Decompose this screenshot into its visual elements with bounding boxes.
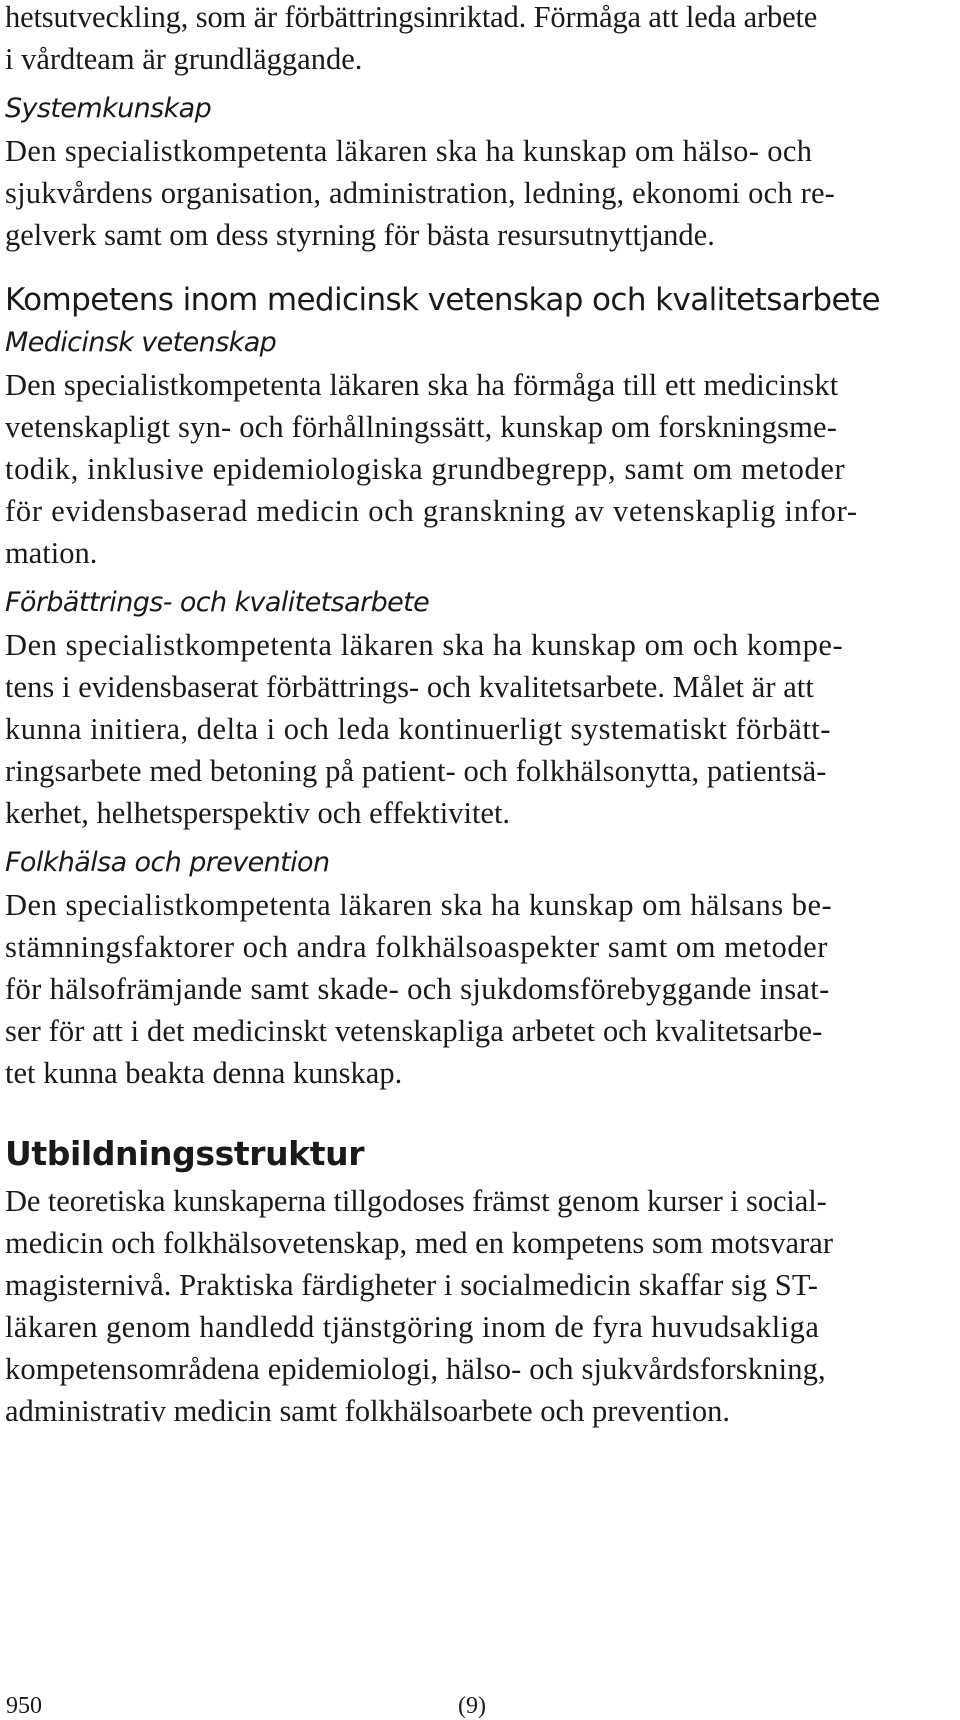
page-number: 950: [6, 1693, 42, 1719]
text-line: Den specialistkompetenta läkaren ska ha kunskap om hälso- och: [5, 134, 813, 168]
text-line: ringsarbete med betoning på patient- och folkhälsonytta, patientsä-: [5, 754, 827, 788]
text-line: mation.: [5, 536, 98, 570]
document-page: [5, 0, 955, 1432]
subheading-medicinsk-vetenskap: Medicinsk vetenskap: [5, 327, 277, 358]
systemkunskap-paragraph: [5, 130, 955, 256]
text-line: De teoretiska kunskaperna tillgodoses främst genom kurser i social-: [5, 1184, 827, 1218]
text-line: kunna initiera, delta i och leda kontinuerligt systematiskt förbätt-: [5, 712, 831, 746]
text-line: för evidensbaserad medicin och granskning av vetenskaplig infor-: [5, 494, 858, 528]
text-line: i vårdteam är grundläggande.: [5, 42, 363, 76]
text-line: sjukvårdens organisation, administration, ledning, ekonomi och re-: [5, 176, 836, 210]
section-heading-kompetens: Kompetens inom medicinsk vetenskap och kvalitetsarbete: [5, 282, 880, 318]
text-line: todik, inklusive epidemiologiska grundbegrepp, samt om metoder: [5, 452, 846, 486]
text-line: för hälsofrämjande samt skade- och sjukdomsförebyggande insat-: [5, 972, 830, 1006]
medicinsk-vetenskap-paragraph: [5, 364, 955, 574]
folkhalsa-paragraph: [5, 884, 955, 1094]
text-line: kompetensområdena epidemiologi, hälso- och sjukvårdsforskning,: [5, 1352, 826, 1386]
text-line: hetsutveckling, som är förbättringsinriktad. Förmåga att leda arbete: [5, 0, 818, 34]
text-line: gelverk samt om dess styrning för bästa resursutnyttjande.: [5, 218, 715, 252]
subheading-systemkunskap: Systemkunskap: [5, 93, 212, 124]
text-line: tens i evidensbaserat förbättrings- och kvalitetsarbete. Målet är att: [5, 670, 814, 704]
text-line: stämningsfaktorer och andra folkhälsoaspekter samt om metoder: [5, 930, 828, 964]
text-line: tet kunna beakta denna kunskap.: [5, 1056, 403, 1090]
text-line: Den specialistkompetenta läkaren ska ha kunskap om och kompe-: [5, 628, 844, 662]
subheading-forbattring: Förbättrings- och kvalitetsarbete: [5, 587, 430, 618]
text-line: magisternivå. Praktiska färdigheter i socialmedicin skaffar sig ST-: [5, 1268, 819, 1302]
forbattring-paragraph: [5, 624, 955, 834]
text-line: ser för att i det medicinskt vetenskapliga arbetet och kvalitetsarbe-: [5, 1014, 823, 1048]
text-line: medicin och folkhälsovetenskap, med en kompetens som motsvarar: [5, 1226, 834, 1260]
intro-paragraph: [5, 0, 955, 80]
section-number: (9): [458, 1693, 486, 1719]
text-line: läkaren genom handledd tjänstgöring inom de fyra huvudsakliga: [5, 1310, 820, 1344]
subheading-folkhalsa: Folkhälsa och prevention: [5, 847, 330, 878]
utbildningsstruktur-paragraph: [5, 1180, 955, 1432]
text-line: vetenskapligt syn- och förhållningssätt, kunskap om forskningsme-: [5, 410, 838, 444]
text-line: Den specialistkompetenta läkaren ska ha förmåga till ett medicinskt: [5, 368, 839, 402]
text-line: administrativ medicin samt folkhälsoarbete och prevention.: [5, 1394, 731, 1428]
text-line: kerhet, helhetsperspektiv och effektivitet.: [5, 796, 511, 830]
section-heading-utbildningsstruktur: Utbildningsstruktur: [5, 1134, 365, 1173]
text-line: Den specialistkompetenta läkaren ska ha kunskap om hälsans be-: [5, 888, 833, 922]
